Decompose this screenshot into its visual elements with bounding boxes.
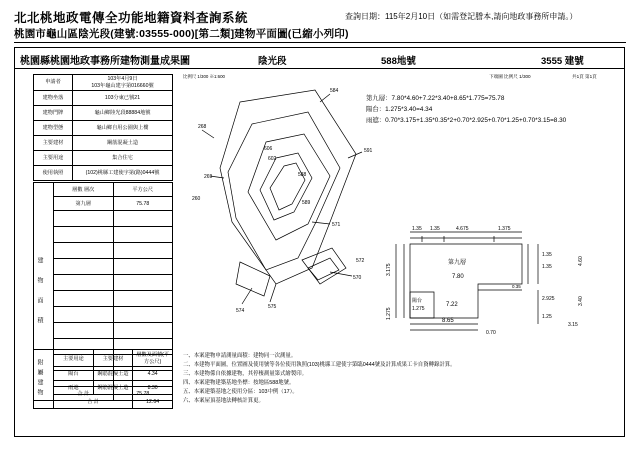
plan-number: 575 <box>268 304 277 310</box>
detail-dim: 2.925 <box>542 296 555 302</box>
area-header-1: 平方公尺 <box>113 183 173 197</box>
table-row <box>34 291 173 307</box>
info-key-3: 建物型態 <box>34 121 73 136</box>
info-key-6: 使用執照 <box>34 166 73 181</box>
plan-number: 574 <box>236 308 245 314</box>
plan-number: 606 <box>264 146 273 152</box>
plan-number: 269 <box>204 174 213 180</box>
area-side-label: 建 物 面 積 <box>34 183 54 401</box>
info-key-4: 主要建材 <box>34 136 73 151</box>
table-row <box>34 151 173 166</box>
area-blank <box>54 243 114 259</box>
area-row-0-c2: 75.78 <box>113 197 173 211</box>
info-val-2: 龜山鄉陸光段88884地號 <box>73 106 173 121</box>
att-total-value: 12.64 <box>133 395 173 409</box>
detail-main-dim: 8.65 <box>442 318 454 324</box>
note-2: 三、本建物係自依據建物，其停棲測量第式繪製印。 <box>183 370 307 377</box>
building-label: 3555 建號 <box>541 56 584 67</box>
table-row <box>34 136 173 151</box>
att-total-label: 合 計 <box>54 395 133 409</box>
area-row-0-c1: 第九層 <box>54 197 114 211</box>
table-row <box>34 227 173 243</box>
header-divider <box>14 42 626 43</box>
note-0: 一、本案建物申請測量面積：建物同一次測量。 <box>183 353 297 359</box>
table-row <box>34 106 173 121</box>
table-row <box>34 275 173 291</box>
info-val-6: (102)桃縣工建使字第(路)0444號 <box>73 166 173 181</box>
detail-dim: 4.675 <box>456 226 469 232</box>
note-5: 六、本案屋頂基地法轉核計算更。 <box>183 397 264 404</box>
calc-line-0: 第九層：7.80*4.60+7.22*3.40+8.65*1.775=75.78 <box>366 95 505 102</box>
detail-dim: 1.275 <box>386 307 392 320</box>
area-blank <box>113 259 173 275</box>
info-val-3: 龜山鄉自用公園與上樓 <box>73 121 173 136</box>
area-total-value: 75.78 <box>113 387 173 401</box>
scale-note: 比例尺 1/300 ※1:600 <box>183 74 225 79</box>
parcel-label: 588地號 <box>381 56 416 67</box>
calc-line-2: 雨遮：0.70*3.175+1.35*0.35*2+0.70*2.925+0.70*1.25+0.70*3.15=8.30 <box>366 117 567 125</box>
note-4: 五、本案建築基地之使用分區：103中例（17）。 <box>183 388 298 395</box>
plan-number: 260 <box>192 196 201 202</box>
detail-balcony-dim: 1.275 <box>412 306 425 312</box>
att-row-1-c2: 鋼筋混凝土造 <box>93 381 133 395</box>
table-row <box>34 197 173 211</box>
detail-dim: 1.25 <box>542 314 552 320</box>
area-blank <box>113 275 173 291</box>
info-val-1: 103分東已號21 <box>73 91 173 106</box>
info-val-4: 鋼筋混凝土造 <box>73 136 173 151</box>
frame-title-divider <box>14 68 625 69</box>
info-val-0-l2: 103年龜山建字第016660號 <box>91 82 154 89</box>
detail-dim: 3.15 <box>568 322 578 328</box>
att-row-0-c2: 鋼筋混凝土造 <box>93 367 133 381</box>
info-val-5: 集合住宅 <box>73 151 173 166</box>
info-table <box>33 74 173 181</box>
area-blank <box>54 307 114 323</box>
info-key-2: 建物門牌 <box>34 106 73 121</box>
table-row <box>34 183 173 197</box>
att-row-0-c3: 4.34 <box>133 367 173 381</box>
page-title: 北北桃地政電傳全功能地籍資料查詢系統 <box>14 11 249 25</box>
area-blank <box>113 227 173 243</box>
area-blank <box>54 211 114 227</box>
att-header-2: 層數及面積(平方公尺) <box>133 350 173 367</box>
detail-dim: 1.35 <box>412 226 422 232</box>
detail-floor-label: 第九層 <box>448 260 467 266</box>
area-blank <box>113 243 173 259</box>
table-row <box>34 307 173 323</box>
detail-main-dim: 7.80 <box>452 274 464 280</box>
detail-main-dim: 7.22 <box>446 302 458 308</box>
area-blank <box>113 211 173 227</box>
table-row <box>34 75 173 91</box>
attachment-table <box>33 349 173 409</box>
area-blank <box>54 275 114 291</box>
table-row <box>34 367 173 381</box>
plan-number: 570 <box>353 275 362 281</box>
detail-bottom-dim: 0.70 <box>486 330 496 336</box>
table-row <box>34 121 173 136</box>
info-key-1: 建物坐落 <box>34 91 73 106</box>
detail-dim: 1.375 <box>498 226 511 232</box>
plan-number: 572 <box>356 258 365 264</box>
section-label: 陰光段 <box>258 56 287 67</box>
detail-dim: 1.35 <box>542 252 552 258</box>
attachment-side-label: 附屬建物 <box>34 350 54 409</box>
detail-dim: 3.40 <box>578 296 584 306</box>
detail-small-dim: 0.35 <box>512 284 521 289</box>
table-row <box>34 350 173 367</box>
area-blank <box>54 323 114 339</box>
area-header-0: 層數 層次 <box>54 183 114 197</box>
note-1: 二、本建物平面圖，位置圖及使用號等各位使用執照(103)桃縣工建使字第臨0444號及計算成果工卡自資轉錄計算。 <box>183 361 456 368</box>
area-blank <box>54 227 114 243</box>
plan-number: 584 <box>330 88 339 94</box>
page-subtitle: 桃園市龜山區陰光段(建號:03555-000)[第二類]建物平面圖(已縮小列印) <box>14 28 349 40</box>
detail-dim: 1.35 <box>430 226 440 232</box>
table-row <box>34 395 173 409</box>
area-blank <box>113 323 173 339</box>
table-row <box>34 211 173 227</box>
query-date: 查詢日期：115年2月10日（如需登記謄本,請向地政事務所申請。） <box>345 12 578 21</box>
plan-number: 268 <box>198 124 207 130</box>
plan-number: 571 <box>332 222 341 228</box>
area-total-label: 合 計 <box>54 387 114 401</box>
detail-dim: 4.60 <box>578 256 584 266</box>
note-3: 四、本案建物建築基地坐標：按地區588地號。 <box>183 379 295 386</box>
frame-title: 桃園縣桃園地政事務所建物測量成果圖 <box>20 56 190 67</box>
table-row <box>34 91 173 106</box>
detail-balcony-label: 陽台 <box>412 298 423 304</box>
info-val-0-l1: 103年4月9日 <box>107 76 138 82</box>
area-blank <box>113 291 173 307</box>
info-key-0: 申請者 <box>34 75 73 91</box>
att-header-1: 主要建材 <box>93 350 133 367</box>
detail-dim: 3.175 <box>386 263 392 276</box>
plan-number: 591 <box>364 148 373 154</box>
calc-line-1: 陽台：1.275*3.40=4.34 <box>366 106 433 114</box>
att-row-0-c1: 陽台 <box>54 367 94 381</box>
area-blank <box>54 259 114 275</box>
footer-mark-scale: 下端圖 比例尺 1/300 <box>489 74 531 79</box>
detail-dim: 1.35 <box>542 264 552 270</box>
notes-block <box>183 352 456 405</box>
info-val-0 <box>73 75 173 91</box>
plan-number: 589 <box>302 200 311 206</box>
plan-number: 602 <box>268 156 277 162</box>
info-key-5: 主要用途 <box>34 151 73 166</box>
att-row-1-c3: 8.30 <box>133 381 173 395</box>
table-row <box>34 166 173 181</box>
table-row <box>34 381 173 395</box>
area-blank <box>54 291 114 307</box>
footer-mark-page: 共1頁 第1頁 <box>572 74 597 79</box>
att-row-1-c1: 雨遮 <box>54 381 94 395</box>
att-header-0: 主要用途 <box>54 350 94 367</box>
plan-number: 588 <box>298 172 307 178</box>
table-row <box>34 323 173 339</box>
area-blank <box>113 307 173 323</box>
floor-detail-drawing <box>382 222 597 337</box>
table-row <box>34 243 173 259</box>
table-row <box>34 259 173 275</box>
